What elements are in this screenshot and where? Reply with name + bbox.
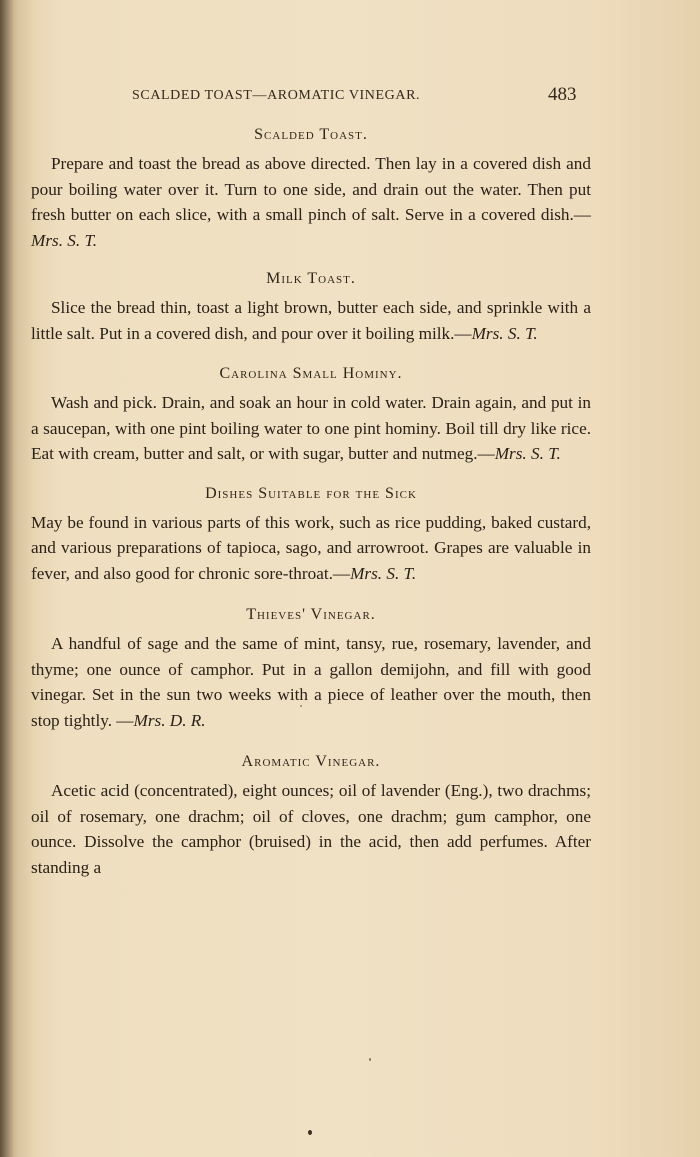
recipe-aromatic-vinegar <box>31 751 591 880</box>
recipe-body <box>31 151 591 253</box>
recipe-text: A handful of sage and the same of mint, tansy, rue, rosemary, lavender, and thyme; one ounce of camphor. Put in a gallon demijohn, and fill with good vinegar. Set in the sun two weeks with a piece of leather over the mouth, then stop tightly. — <box>31 634 591 730</box>
recipe-signature: Mrs. S. T. <box>31 230 98 250</box>
recipe-text: Acetic acid (concentrated), eight ounces; oil of lavender (Eng.), two drachms; oil of rosemary, one drachm; oil of cloves, one drachm; gum camphor, one ounce. Dissolve the camphor (bruised) in the acid, then add perfumes. After standing a <box>31 781 591 877</box>
recipe-title: Scalded Toast. <box>254 126 368 143</box>
recipe-scalded-toast <box>31 124 591 253</box>
running-head: SCALDED TOAST—AROMATIC VINEGAR. <box>132 88 421 103</box>
recipe-milk-toast <box>31 268 591 346</box>
recipe-title: Thieves' Vinegar. <box>246 606 376 623</box>
recipe-text: Prepare and toast the bread as above directed. Then lay in a covered dish and pour boiling water over it. Turn to one side, and drain out the water. Then put fresh butter on each slice, with a small pinch of salt. Serve in a covered dish.— <box>31 154 591 224</box>
ink-speck <box>308 1130 312 1135</box>
recipe-title: Carolina Small Hominy. <box>219 365 403 382</box>
recipe-carolina-small-hominy <box>31 363 591 467</box>
recipe-thieves-vinegar <box>31 604 591 733</box>
ink-speck <box>369 1058 371 1061</box>
recipe-signature: Mrs. D. R. <box>133 710 206 730</box>
recipe-title: Milk Toast. <box>266 270 356 287</box>
recipe-text: Slice the bread thin, toast a light brown, butter each side, and sprinkle with a little salt. Put in a covered dish, and pour over it boiling milk.— <box>31 298 591 343</box>
recipe-signature: Mrs. S. T. <box>471 323 538 343</box>
page-content <box>31 124 591 880</box>
recipe-text: May be found in various parts of this work, such as rice pudding, baked custard, and various preparations of tapioca, sago, and arrowroot. Grapes are valuable in fever, and also good for chronic sore-throat.— <box>31 512 591 583</box>
recipe-body <box>31 631 591 733</box>
recipe-text: Wash and pick. Drain, and soak an hour in cold water. Drain again, and put in a saucepan, with one pint boiling water to one pint hominy. Boil till dry like rice. Eat with cream, butter and salt, or with sugar, butter and nutmeg.— <box>31 393 591 463</box>
recipe-signature: Mrs. S. T. <box>494 444 561 463</box>
binding-shadow <box>0 0 14 1157</box>
recipe-body <box>31 390 591 467</box>
recipe-title: Dishes Suitable for the Sick <box>205 484 417 502</box>
recipe-body <box>31 778 591 880</box>
ink-speck <box>300 705 302 707</box>
recipe-signature: Mrs. S. T. <box>350 563 417 583</box>
recipe-body <box>31 510 591 587</box>
recipe-dishes-for-sick <box>31 483 591 587</box>
page-number: 483 <box>548 84 577 105</box>
recipe-title: Aromatic Vinegar. <box>241 753 381 770</box>
recipe-body <box>31 295 591 346</box>
